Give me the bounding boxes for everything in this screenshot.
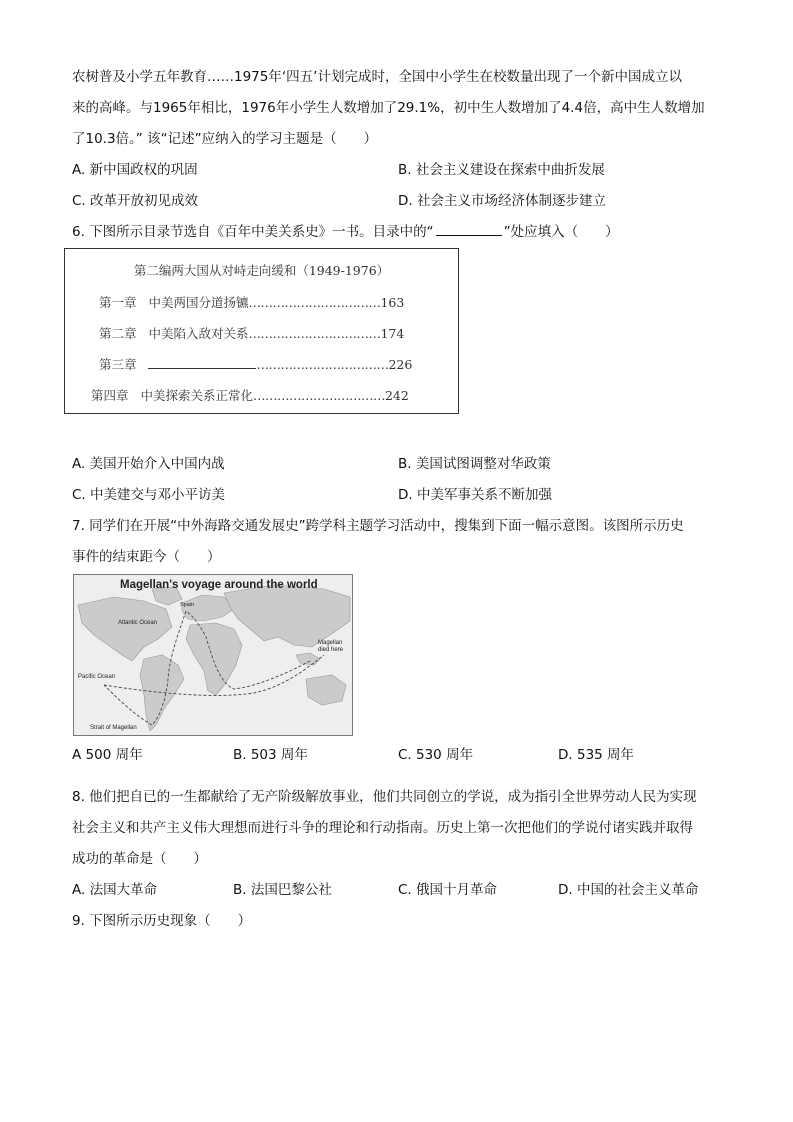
q5-option-a: A. 新中国政权的巩固 [72, 162, 198, 178]
toc-ch1-dots: …………………………… [248, 295, 381, 310]
q9-line-1: 9. 下图所示历史现象（ ） [72, 913, 252, 929]
magellan-voyage-map [73, 574, 353, 736]
q7-line-2: 事件的结束距今（ ） [72, 549, 221, 565]
toc-ch4-dots: …………………………… [252, 388, 385, 403]
toc-ch1-title: 中美两国分道扬镳 [148, 295, 249, 310]
q6-option-b: B. 美国试图调整对华政策 [398, 456, 551, 472]
toc-row-ch3 [99, 355, 412, 373]
q8-option-b: B. 法国巴黎公社 [233, 882, 332, 898]
toc-ch4-label: 第四章 [91, 388, 129, 403]
map-label-atlantic: Atlantic Ocean [118, 620, 158, 626]
toc-title: 第二编两大国从对峙走向缓和（1949-1976） [133, 263, 390, 278]
q5-line-1: 农树普及小学五年教育……1975年‘四五’计划完成时，全国中小学生在校数量出现了一个新中国成立以 [72, 69, 682, 85]
toc-ch3-dots: …………………………… [256, 357, 389, 372]
world-map-graphic [74, 575, 352, 735]
q7-option-d: D. 535 周年 [558, 747, 635, 763]
toc-row-ch4 [91, 386, 409, 404]
q8-line-2: 社会主义和共产主义伟大理想而进行斗争的理论和行动指南。历史上第一次把他们的学说付诸实践并取得 [72, 820, 693, 836]
toc-row-ch1 [99, 293, 404, 311]
q6-stem [72, 223, 619, 241]
toc-ch2-label: 第二章 [99, 326, 137, 341]
q6-option-d: D. 中美军事关系不断加强 [398, 487, 552, 503]
q6-stem-before: 6. 下图所示目录节选自《百年中美关系史》一书。目录中的“ [72, 224, 434, 240]
toc-row-ch2 [99, 324, 404, 342]
q8-option-a: A. 法国大革命 [72, 882, 158, 898]
q5-option-d: D. 社会主义市场经济体制逐步建立 [398, 193, 606, 209]
toc-ch1-page: 163 [380, 295, 405, 310]
map-label-pacific: Pacific Ocean [78, 674, 116, 680]
q7-option-c: C. 530 周年 [398, 747, 474, 763]
q6-stem-after: ”处应填入（ ） [503, 224, 619, 240]
table-of-contents-figure [64, 248, 459, 414]
toc-ch2-title: 中美陷入敌对关系 [148, 326, 249, 341]
toc-ch3-label: 第三章 [99, 357, 137, 372]
toc-ch2-page: 174 [380, 326, 405, 341]
q8-option-c: C. 俄国十月革命 [398, 882, 498, 898]
q6-option-c: C. 中美建交与邓小平访美 [72, 487, 226, 503]
map-title: Magellan's voyage around the world [120, 579, 318, 591]
toc-ch4-page: 242 [384, 388, 409, 403]
toc-ch3-blank [148, 356, 256, 369]
q7-option-a: A 500 周年 [72, 747, 143, 763]
toc-ch2-dots: …………………………… [248, 326, 381, 341]
q8-option-d: D. 中国的社会主义革命 [558, 882, 699, 898]
q5-line-3: 了10.3倍。” 该“记述”应纳入的学习主题是（ ） [72, 131, 378, 147]
toc-ch3-page: 226 [388, 357, 413, 372]
toc-ch1-label: 第一章 [99, 295, 137, 310]
q7-option-b: B. 503 周年 [233, 747, 308, 763]
q8-line-3: 成功的革命是（ ） [72, 851, 207, 867]
q6-stem-blank [436, 223, 502, 236]
map-label-spain: Spain [180, 602, 195, 608]
map-label-strait: Strait of Magellan [90, 725, 137, 731]
q6-option-a: A. 美国开始介入中国内战 [72, 456, 225, 472]
q5-option-b: B. 社会主义建设在探索中曲折发展 [398, 162, 605, 178]
toc-ch4-title: 中美探索关系正常化 [140, 388, 253, 403]
q5-line-2: 来的高峰。与1965年相比，1976年小学生人数增加了29.1%，初中生人数增加了4.4倍，高中生人数增加 [72, 100, 705, 116]
q7-line-1: 7. 同学们在开展“中外海路交通发展史”跨学科主题学习活动中，搜集到下面一幅示意图。该图所示历史 [72, 518, 684, 534]
q5-option-c: C. 改革开放初见成效 [72, 193, 199, 209]
q8-line-1: 8. 他们把自已的一生都献给了无产阶级解放事业，他们共同创立的学说，成为指引全世界劳动人民为实现 [72, 789, 697, 805]
map-label-magellan-died: Magellan died here [318, 640, 344, 653]
